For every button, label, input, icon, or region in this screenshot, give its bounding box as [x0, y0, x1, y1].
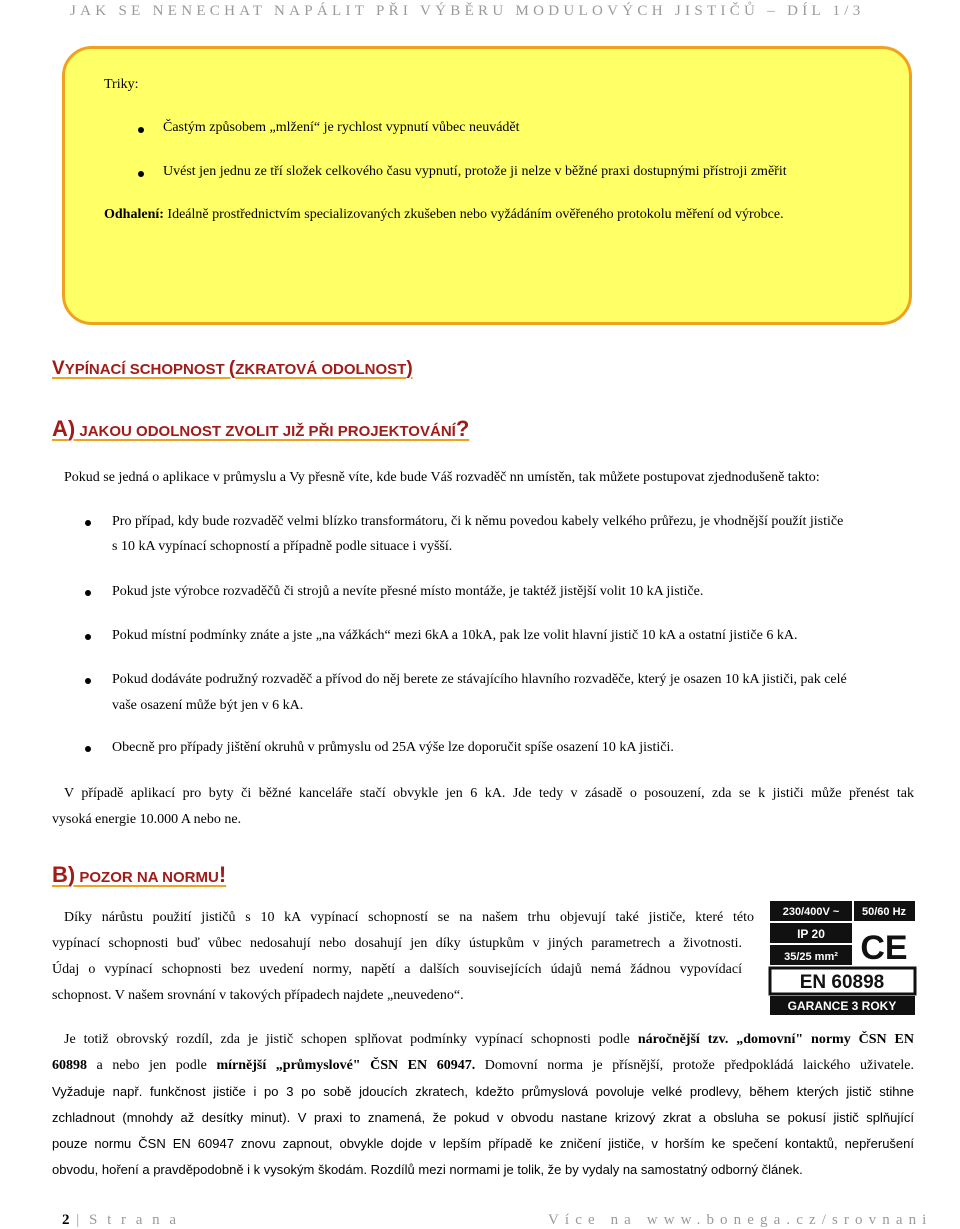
reveal-label: Odhalení:: [104, 207, 164, 222]
voltage-label: 230/400V ~: [782, 906, 840, 918]
list-item-5: Obecně pro případy jištění okruhů v průmyslu od 25A výše lze doporučit spíše osazení 10 kA jističi.: [112, 740, 674, 755]
reveal-text: Ideálně prostřednictvím specializovaných zkušeben nebo vyžádáním ověřeného protokolu měření od výrobce.: [163, 207, 784, 222]
bullet-dot: [138, 171, 144, 177]
frequency-label: 50/60 Hz: [861, 906, 907, 918]
callout-bullet-2: Uvést jen jednu ze tří složek celkového času vypnutí, protože ji nelze v běžné praxi dostupnými přístroji změřit: [163, 164, 787, 179]
final-line-3: Vyžaduje např. funkčnost jističe i po 3 po sobě jdoucích zkratech, kdežto průmyslová povoluje velké prodlevy, během kterých jistič stihne: [52, 1084, 914, 1099]
intro-paragraph: Pokud se jedná o aplikace v průmyslu a Vy přesně víte, kde bude Váš rozvaděč nn umístěn, tak můžete postupovat zjednodušeně takto:: [64, 470, 820, 485]
callout-reveal: [104, 207, 784, 223]
final-line-1: Je totiž obrovský rozdíl, zda je jistič schopen splňovat podmínky vypínací schopnosti podle náročnější tzv. „domovní" normy ČSN EN: [64, 1032, 915, 1047]
list-item-1-line-2: s 10 kA vypínací schopností a případně podle situace i vyšší.: [112, 539, 453, 554]
tips-callout: [62, 46, 912, 325]
cross-section-label: 35/25 mm²: [784, 951, 838, 963]
list-item-3: Pokud místní podmínky znáte a jste „na vážkách“ mezi 6kA a 10kA, pak lze volit hlavní jistič 10 kA a ostatní jističe 6 kA.: [112, 628, 798, 643]
final-line-4: zchladnout (mnohdy až desítky minut). V praxi to znamená, že pokud v obvodu nastane krizový zkrat a obsluha se pokusí jistič splňující: [52, 1110, 914, 1125]
subheading-b: B) POZOR NA NORMU!: [52, 862, 227, 887]
norm-line-2: vypínací schopnosti buď vůbec nedosahují nebo dosahují jen díky ústupkům v jiných parametrech a životnosti.: [52, 936, 742, 951]
list-item-2: Pokud jste výrobce rozvaděčů či strojů a nevíte přesné místo montáže, je taktéž jistější volit 10 kA jističe.: [112, 584, 704, 599]
callout-title: Triky:: [104, 77, 139, 92]
section-heading: VYPÍNACÍ SCHOPNOST (ZKRATOVÁ ODOLNOST): [52, 358, 413, 379]
norm-line-1: Díky nárůstu použití jističů s 10 kA vypínací schopností se na našem trhu objevují také jističe, které této: [64, 910, 754, 925]
breaker-marking-image: [768, 899, 917, 1017]
list-item-4-line-2: vaše osazení může být jen v 6 kA.: [112, 698, 304, 713]
bullet-dot: [85, 746, 91, 752]
bullet-dot: [85, 520, 91, 526]
callout-bullet-1: Častým způsobem „mlžení“ je rychlost vypnutí vůbec neuvádět: [163, 120, 520, 135]
ce-mark: CE: [860, 929, 908, 967]
list-item-1-line-1: Pro případ, kdy bude rozvaděč velmi blízko transformátoru, či k němu povedou kabely velkého průřezu, je vhodnější použít jističe: [112, 514, 844, 529]
subheading-a: A) JAKOU ODOLNOST ZVOLIT JIŽ PŘI PROJEKTOVÁNÍ?: [52, 416, 470, 441]
bullet-dot: [138, 127, 144, 133]
page-number: 2 | S t r a n a: [62, 1212, 180, 1228]
bullet-dot: [85, 634, 91, 640]
final-line-6: obvodu, hoření a pravděpodobně i k vysokým škodám. Rozdílů mezi normami je tolik, že by vydaly na samostatný odborný článek.: [52, 1162, 803, 1177]
list-item-4-line-1: Pokud dodáváte podružný rozvaděč a přívod do něj berete ze stávajícího hlavního rozvaděče, který je osazen 10 kA jističi, pak celé: [112, 672, 847, 687]
norm-line-3: Údaj o vypínací schopnosti bez uvedení normy, napětí a dalších souvisejících údajů nemá žádnou vypovídací: [52, 962, 742, 977]
housing-line-1: V případě aplikací pro byty či běžné kanceláře stačí obvykle jen 6 kA. Jde tedy v zásadě o posouzení, zda se k jističi může přenést tak: [64, 786, 914, 801]
norm-line-4: schopnost. V našem srovnání v takových případech najdete „neuvedeno“.: [52, 988, 464, 1003]
ip-label: IP 20: [797, 927, 825, 941]
bullet-dot: [85, 590, 91, 596]
footer-url: Více na www.bonega.cz/srovnani: [548, 1212, 933, 1228]
norm-label: EN 60898: [799, 972, 885, 993]
final-line-2: 60898 a nebo jen podle mírnější „průmyslové" ČSN EN 60947. Domovní norma je přísnější, protože předpokládá laického uživatele.: [52, 1058, 915, 1073]
running-header: JAK SE NENECHAT NAPÁLIT PŘI VÝBĚRU MODULOVÝCH JISTIČŮ – DÍL 1/3: [70, 3, 865, 19]
housing-line-2: vysoká energie 10.000 A nebo ne.: [52, 812, 242, 827]
final-line-5: pouze normu ČSN EN 60947 znovu zapnout, obvykle dojde v lepším případě ke zničení jističe, v horším ke spečení kontaktů, nepřerušení: [52, 1136, 914, 1151]
guarantee-label: GARANCE 3 ROKY: [787, 999, 897, 1013]
bullet-dot: [85, 678, 91, 684]
